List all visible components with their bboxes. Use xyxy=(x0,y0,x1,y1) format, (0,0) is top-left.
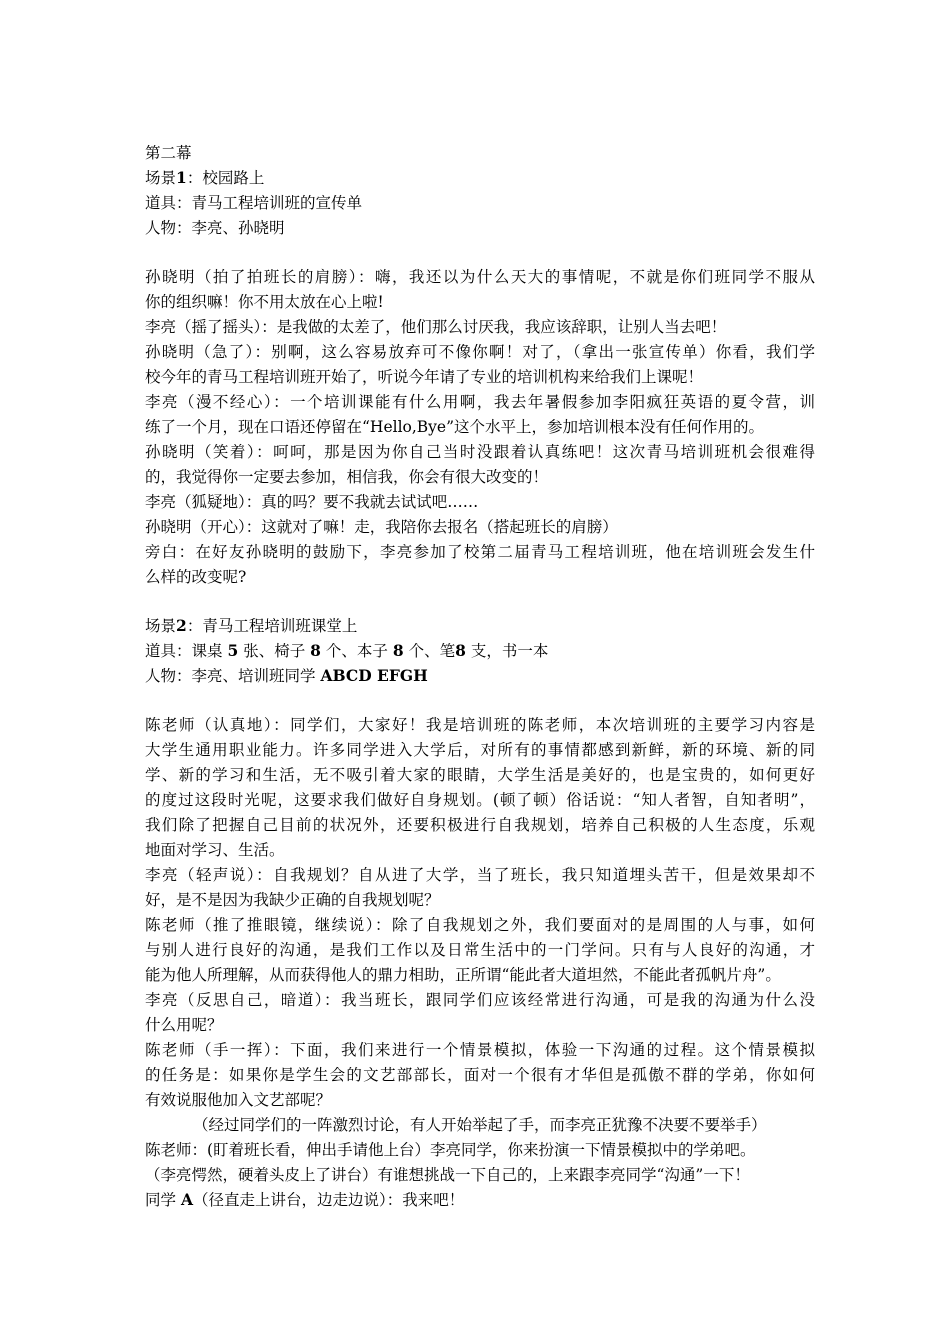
scene2-characters xyxy=(145,665,815,687)
characters-names: ABCD EFGH xyxy=(320,666,428,685)
dialogue-line: 什么用呢？ xyxy=(145,1016,223,1034)
dialogue-line: 好，是不是因为我缺少正确的自我规划呢？ xyxy=(145,891,440,909)
speaker-prefix: 同学 xyxy=(145,1191,177,1209)
dialogue-line: 学、新的学习和生活，无不吸引着大家的眼睛，大学生活是美好的，也是宝贵的，如何更好 xyxy=(145,766,815,784)
dialogue-line: 李亮（漫不经心）：一个培训课能有什么用啊，我去年暑假参加李阳疯狂英语的夏令营，训 xyxy=(145,393,815,411)
dialogue-line: 李亮（反思自己，暗道）：我当班长，跟同学们应该经常进行沟通，可是我的沟通为什么没 xyxy=(145,991,815,1009)
scene2-heading-number: 2 xyxy=(176,616,187,635)
dialogue-line: 能为他人所理解，从而获得他人的鼎力相助，正所谓“能此者大道坦然，不能此者孤帆片舟”。 xyxy=(145,966,781,984)
props-text: 张、椅子 xyxy=(243,642,306,660)
dialogue-line: 陈老师（手一挥）：下面，我们来进行一个情景模拟，体验一下沟通的过程。这个情景模拟 xyxy=(145,1041,815,1059)
props-number: 8 xyxy=(455,641,466,660)
scene1-heading-number: 1 xyxy=(176,168,187,187)
props-text: 道具：课桌 xyxy=(145,642,223,660)
dialogue-text: （径直走上讲台，边走边说）：我来吧！ xyxy=(192,1191,465,1209)
props-number: 8 xyxy=(310,641,321,660)
dialogue-line: 你的组织嘛！你不用太放在心上啦! xyxy=(145,293,384,311)
scene2-props xyxy=(145,640,815,662)
dialogue-line: 孙晓明（拍了拍班长的肩膀）：嗨，我还以为什么天大的事情呢，不就是你们班同学不服从 xyxy=(145,268,815,286)
dialogue-line: 大学生通用职业能力。许多同学进入大学后，对所有的事情都感到新鲜，新的环境、新的同 xyxy=(145,741,815,759)
scene2-heading-prefix: 场景 xyxy=(145,617,177,635)
dialogue-line: 我们除了把握自己目前的状况外，还要积极进行自我规划，培养自己积极的人生态度，乐观 xyxy=(145,816,815,834)
props-number: 5 xyxy=(227,641,239,660)
scene1-heading-prefix: 场景 xyxy=(145,169,177,187)
act-title: 第二幕 xyxy=(145,144,192,162)
dialogue-line: 李亮（轻声说）：自我规划？自从进了大学，当了班长，我只知道埋头苦干，但是效果却不 xyxy=(145,866,815,884)
dialogue-line xyxy=(145,1189,815,1211)
scene2-heading-suffix: ：青马工程培训班课堂上 xyxy=(186,617,358,635)
dialogue-line: 陈老师（推了推眼镜，继续说）：除了自我规划之外，我们要面对的是周围的人与事，如何 xyxy=(145,916,815,934)
dialogue-line: 孙晓明（开心）：这就对了嘛！走，我陪你去报名（搭起班长的肩膀） xyxy=(145,518,618,536)
props-number: 8 xyxy=(392,641,404,660)
dialogue-line: （李亮愕然，硬着头皮上了讲台）有谁想挑战一下自己的，上来跟李亮同学“沟通”一下！ xyxy=(145,1166,750,1184)
props-text: 个、本子 xyxy=(325,642,388,660)
dialogue-line: 的度过这段时光呢，这要求我们做好自身规划。(顿了顿）俗话说：“知人者智，自知者明”， xyxy=(145,791,815,809)
props-text: 个、笔 xyxy=(408,642,456,660)
dialogue-line: 练了一个月，现在口语还停留在“Hello,Bye”这个水平上，参加培训根本没有任何作用的。 xyxy=(145,418,765,436)
scene1-heading xyxy=(145,167,815,189)
scene1-heading-suffix: ：校园路上 xyxy=(186,169,265,187)
props-text: 支，书一本 xyxy=(470,642,549,660)
dialogue-line: 陈老师：(盯着班长看，伸出手请他上台）李亮同学，你来扮演一下情景模拟中的学弟吧。 xyxy=(145,1141,756,1159)
scene1-characters: 人物：李亮、孙晓明 xyxy=(145,219,285,237)
dialogue-line: 的，我觉得你一定要去参加，相信我，你会有很大改变的！ xyxy=(145,468,549,486)
speaker-letter: A xyxy=(180,1190,193,1209)
dialogue-line: 校今年的青马工程培训班开始了，听说今年请了专业的培训机构来给我们上课呢！ xyxy=(145,368,704,386)
dialogue-line: 么样的改变呢? xyxy=(145,568,247,586)
characters-text: 人物：李亮、培训班同学 xyxy=(145,667,316,685)
dialogue-line: 陈老师（认真地）：同学们，大家好！我是培训班的陈老师，本次培训班的主要学习内容是 xyxy=(145,716,815,734)
dialogue-line: 李亮（摇了摇头）：是我做的太差了，他们那么讨厌我，我应该辞职，让别人当去吧！ xyxy=(145,318,727,336)
dialogue-line: 旁白：在好友孙晓明的鼓励下，李亮参加了校第二届青马工程培训班，他在培训班会发生什 xyxy=(145,543,815,561)
dialogue-line: 孙晓明（急了）：别啊，这么容易放弃可不像你啊！对了，（拿出一张宣传单）你看，我们学 xyxy=(145,343,815,361)
scene1-props: 道具：青马工程培训班的宣传单 xyxy=(145,194,363,212)
dialogue-line: 李亮（狐疑地）：真的吗？要不我就去试试吧…… xyxy=(145,493,479,511)
dialogue-line: 孙晓明（笑着）：呵呵，那是因为你自己当时没跟着认真练吧！这次青马培训班机会很难得 xyxy=(145,443,815,461)
dialogue-line: 与别人进行良好的沟通，是我们工作以及日常生活中的一门学问。只有与人良好的沟通，才 xyxy=(145,941,815,959)
dialogue-line: 的任务是：如果你是学生会的文艺部部长，面对一个很有才华但是孤傲不群的学弟，你如何 xyxy=(145,1066,815,1084)
dialogue-line: 有效说服他加入文艺部呢？ xyxy=(145,1091,332,1109)
dialogue-line: 地面对学习、生活。 xyxy=(145,841,285,859)
stage-direction: （经过同学们的一阵激烈讨论，有人开始举起了手，而李亮正犹豫不决要不要举手） xyxy=(193,1116,767,1134)
scene2-heading xyxy=(145,615,815,637)
